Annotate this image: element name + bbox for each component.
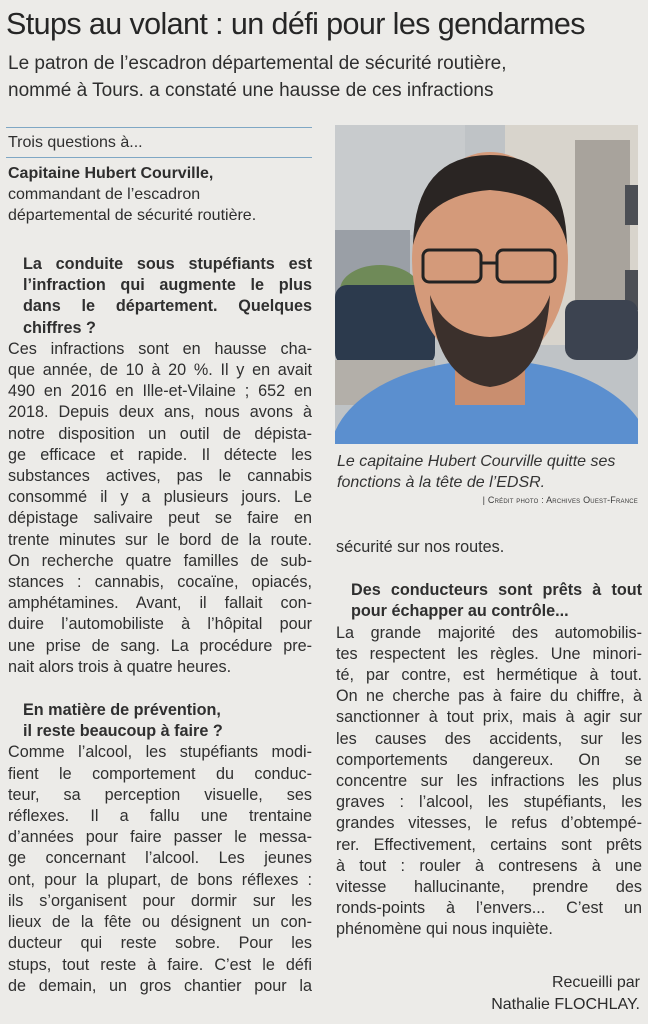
article-title: Stups au volant : un défi pour les gendarmes xyxy=(6,7,585,41)
question-line: dans le département. Quelques xyxy=(23,297,312,316)
answer-line: dépistage salivaire peut se faire en xyxy=(8,509,312,528)
answer-line: ils s’organisent pour dormir sur les xyxy=(8,891,312,910)
caption-line: Le capitaine Hubert Courville quitte ses xyxy=(337,453,616,470)
answer-line: stups, tout reste à faire. C’est le défi xyxy=(8,955,312,974)
interviewee-name: Capitaine Hubert Courville, xyxy=(8,165,214,182)
question-line: chiffres ? xyxy=(23,318,96,337)
answer-2-continuation: sécurité sur nos routes. xyxy=(336,538,505,556)
answer-line: comportements dangereux. On se xyxy=(336,750,642,769)
answer-line: stances : cannabis, cocaïne, opiacés, xyxy=(8,573,312,592)
answer-2 xyxy=(8,742,312,996)
answer-line: sanctionner à tout prix, mais à agir sur xyxy=(336,708,642,727)
answer-line: 490 en 2016 en Ille-et-Vilaine ; 652 en xyxy=(8,382,312,401)
answer-line: fient le comportement du conduc- xyxy=(8,764,312,783)
answer-line: d’années pour faire passer le messa- xyxy=(8,828,312,847)
answer-line: réflexes. Il a fallu une trentaine xyxy=(8,807,312,826)
answer-line: vitesse hallucinante, prendre des xyxy=(336,878,642,897)
signoff-line-1: Recueilli par xyxy=(551,974,640,991)
answer-line: ducteur qui reste sobre. Pour les xyxy=(8,934,312,953)
question-2 xyxy=(8,700,312,742)
answer-line: une prise de sang. La procédure pre- xyxy=(8,636,312,655)
answer-line: tes respectent les règles. Une minori- xyxy=(336,644,642,663)
question-line: il reste beaucoup à faire ? xyxy=(23,722,223,741)
question-line: Des conducteurs sont prêts à tout xyxy=(351,581,642,600)
question-line: La conduite sous stupéfiants est xyxy=(23,255,312,273)
answer-line: phénomène qui nous inquiète. xyxy=(336,920,553,939)
question-line: pour échapper au contrôle... xyxy=(351,602,569,621)
answer-line: amphétamines. Avant, il fallait con- xyxy=(8,594,312,613)
interviewee-role-line: départemental de sécurité routière. xyxy=(8,207,257,224)
portrait-illustration xyxy=(335,125,638,444)
answer-line: que année, de 10 à 20 %. Il y en avait xyxy=(8,361,312,380)
photo-credit: | Crédit photo : Archives Ouest-France xyxy=(482,495,638,505)
subtitle-line: nommé à Tours. a constaté une hausse de ces infractions xyxy=(8,80,494,101)
answer-line: On ne cherche pas à faire du chiffre, à xyxy=(336,687,642,706)
answer-line: ont, pour la plupart, de bons réflexes : xyxy=(8,870,312,889)
signoff xyxy=(491,972,640,1016)
answer-line: rer. Effectivement, certains sont prêts xyxy=(336,835,642,854)
answer-line: de demain, un gros chantier pour la xyxy=(8,976,312,995)
right-column xyxy=(336,537,642,941)
caption-line: fonctions à la tête de l’EDSR. xyxy=(337,474,546,491)
answer-line: ronds-points à l’envers... C’est un xyxy=(336,899,642,918)
interviewee-block xyxy=(8,163,318,226)
question-1 xyxy=(8,254,312,339)
answer-line: lieux de la fête ou désignent un con- xyxy=(8,913,312,932)
answer-line: té, par contre, est hermétique à tout. xyxy=(336,666,642,685)
answer-1 xyxy=(8,339,312,678)
portrait-photo xyxy=(335,125,638,444)
answer-line: les causes des accidents, sur les xyxy=(336,729,642,748)
answer-line: nait alors trois à quatre heures. xyxy=(8,657,232,676)
answer-line: 2018. Depuis deux ans, nous avons à xyxy=(8,403,312,422)
interviewee-role-line: commandant de l’escadron xyxy=(8,186,201,203)
question-3 xyxy=(336,580,642,622)
answer-line: concentre sur les infractions les plus xyxy=(336,772,642,791)
answer-line: La grande majorité des automobilis- xyxy=(336,623,642,642)
answer-line: trente minutes sur le bord de la route. xyxy=(8,530,312,549)
answer-line: duire l’automobiliste à l’hôpital pour xyxy=(8,615,312,634)
signoff-author: Nathalie FLOCHLAY. xyxy=(491,996,640,1013)
answer-line: consommé il y a plusieurs jours. Le xyxy=(8,488,312,507)
answer-line: substances actives, pas le cannabis xyxy=(8,467,312,486)
kicker-rule-bottom xyxy=(6,157,312,158)
answer-line: teur, sa perception visuelle, ses xyxy=(8,785,312,804)
article-subtitle xyxy=(8,50,628,104)
answer-line: grandes vitesses, le refus d’obtempé- xyxy=(336,814,642,833)
kicker-rule-top xyxy=(6,127,312,128)
photo-caption xyxy=(337,451,642,493)
answer-line: à tout : rouler à contresens à une xyxy=(336,856,642,875)
question-line: En matière de prévention, xyxy=(23,701,221,720)
kicker: Trois questions à... xyxy=(8,134,143,151)
subtitle-line: Le patron de l’escadron départemental de sécurité routière, xyxy=(8,53,507,74)
answer-line: notre disposition un outil de dépista- xyxy=(8,424,312,443)
answer-line: Comme l’alcool, les stupéfiants modi- xyxy=(8,743,312,762)
answer-3 xyxy=(336,623,642,941)
answer-line: On recherche quatre familles de sub- xyxy=(8,551,312,570)
answer-line: ge concernant l’alcool. Les jeunes xyxy=(8,849,312,868)
answer-line: Ces infractions sont en hausse cha- xyxy=(8,339,312,358)
question-line: l’infraction qui augmente le plus xyxy=(23,276,312,295)
answer-line: ge efficace et rapide. Il détecte les xyxy=(8,445,312,464)
left-column xyxy=(8,254,312,997)
answer-line: graves : l’alcool, les stupéfiants, les xyxy=(336,793,642,812)
